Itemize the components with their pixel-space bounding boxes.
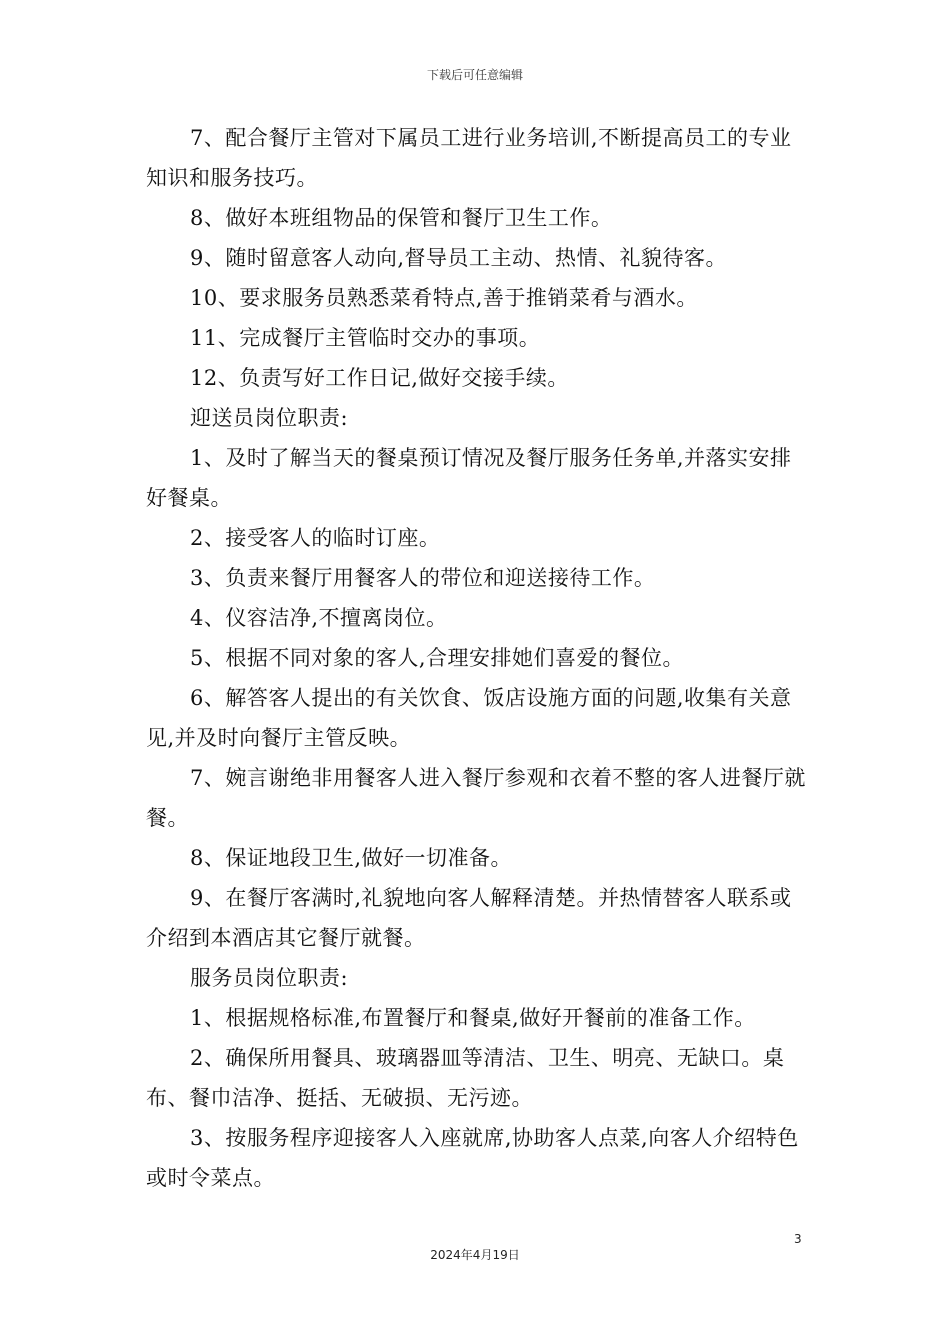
footer-date: 2024年4月19日: [430, 1248, 520, 1262]
paragraph: 9、随时留意客人动向,督导员工主动、热情、礼貌待客。: [190, 246, 728, 270]
paragraph: 4、仪容洁净,不擅离岗位。: [190, 606, 448, 630]
paragraph: 7、配合餐厅主管对下属员工进行业务培训,不断提高员工的专业知识和服务技巧。: [146, 126, 792, 190]
paragraph: 5、根据不同对象的客人,合理安排她们喜爱的餐位。: [190, 646, 685, 670]
paragraph: 1、及时了解当天的餐桌预订情况及餐厅服务任务单,并落实安排好餐桌。: [146, 446, 792, 510]
paragraph: 1、根据规格标准,布置餐厅和餐桌,做好开餐前的准备工作。: [190, 1006, 756, 1030]
page-number: 3: [794, 1232, 802, 1246]
paragraph: 10、要求服务员熟悉菜肴特点,善于推销菜肴与酒水。: [190, 286, 698, 310]
page-header: 下载后可任意编辑: [426, 68, 523, 82]
paragraph: 8、做好本班组物品的保管和餐厅卫生工作。: [190, 206, 613, 230]
document-body: [146, 118, 808, 1198]
paragraph: 11、完成餐厅主管临时交办的事项。: [190, 326, 541, 350]
paragraph: 3、按服务程序迎接客人入座就席,协助客人点菜,向客人介绍特色或时令菜点。: [146, 1126, 799, 1190]
paragraph: 7、婉言谢绝非用餐客人进入餐厅参观和衣着不整的客人进餐厅就餐。: [146, 766, 806, 830]
section-heading: 迎送员岗位职责:: [190, 406, 349, 430]
paragraph: 12、负责写好工作日记,做好交接手续。: [190, 366, 569, 390]
paragraph: 9、在餐厅客满时,礼貌地向客人解释清楚。并热情替客人联系或介绍到本酒店其它餐厅就餐。: [146, 886, 792, 950]
paragraph: 2、确保所用餐具、玻璃器皿等清洁、卫生、明亮、无缺口。桌布、餐巾洁净、挺括、无破损、无污迹。: [146, 1046, 785, 1110]
paragraph: 6、解答客人提出的有关饮食、饭店设施方面的问题,收集有关意见,并及时向餐厅主管反映。: [146, 686, 792, 750]
paragraph: 2、接受客人的临时订座。: [190, 526, 441, 550]
paragraph: 8、保证地段卫生,做好一切准备。: [190, 846, 513, 870]
section-heading: 服务员岗位职责:: [190, 966, 349, 990]
paragraph: 3、负责来餐厅用餐客人的带位和迎送接待工作。: [190, 566, 656, 590]
